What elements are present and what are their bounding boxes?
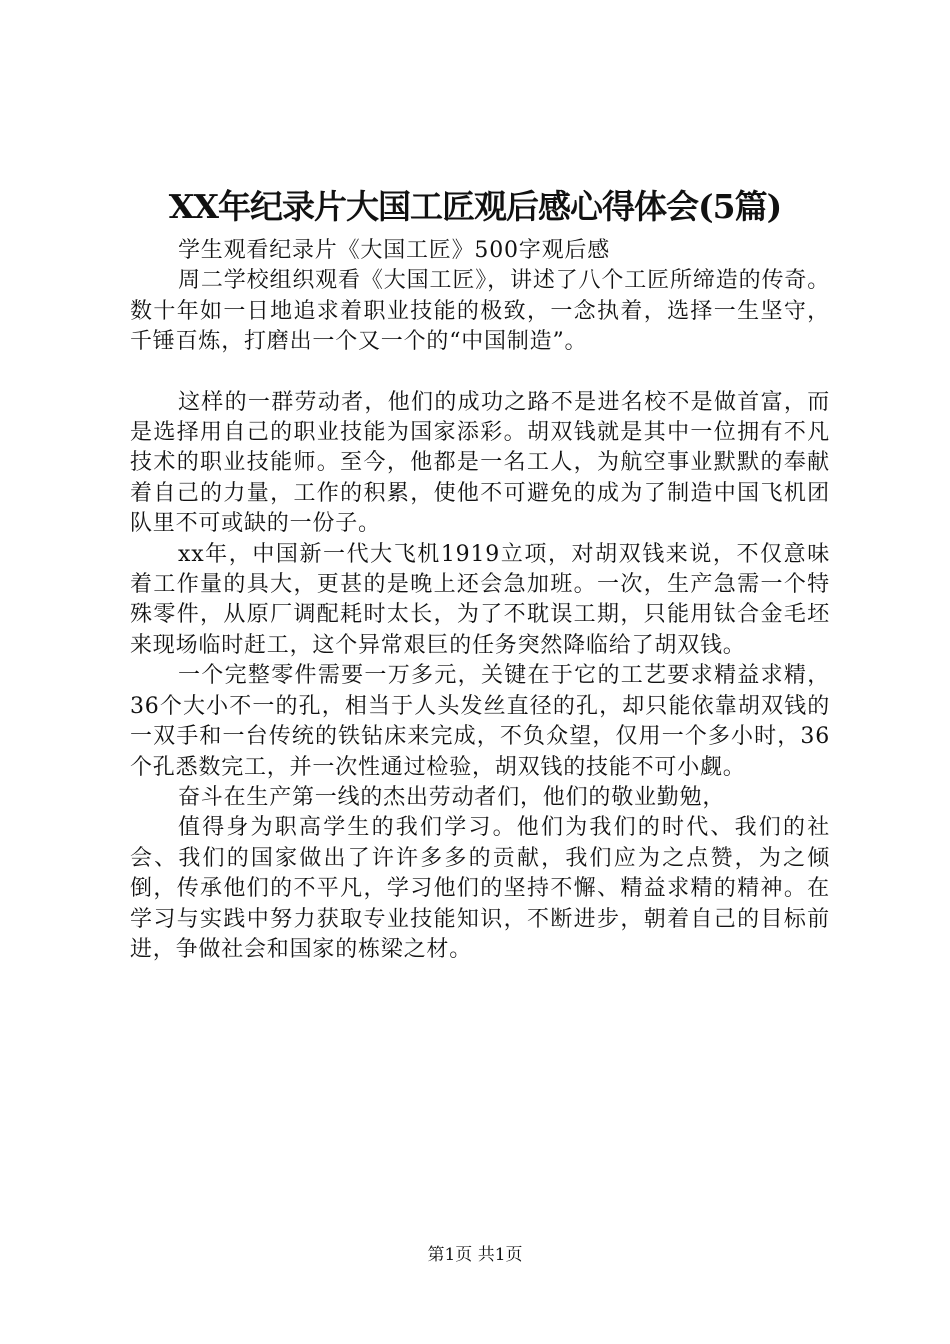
paragraph: 一个完整零件需要一万多元，关键在于它的工艺要求精益求精，36个大小不一的孔，相当于人头发丝直径的孔，却只能依靠胡双钱的一双手和一台传统的铁钻床来完成，不负众望，仅用一个多小时，36个孔悉数完工，并一次性通过检验，胡双钱的技能不可小觑。 — [130, 663, 830, 780]
document-body — [130, 236, 830, 965]
paragraph: 周二学校组织观看《大国工匠》，讲述了八个工匠所缔造的传奇。数十年如一日地追求着职业技能的极致，一念执着，选择一生坚守，千锤百炼，打磨出一个又一个的“中国制造”。 — [130, 268, 830, 355]
paragraph: 奋斗在生产第一线的杰出劳动者们，他们的敬业勤勉， — [178, 784, 726, 810]
page-number-footer: 第1页 共1页 — [427, 1245, 523, 1265]
paragraph: 这样的一群劳动者，他们的成功之路不是进名校不是做首富，而是选择用自己的职业技能为国家添彩。胡双钱就是其中一位拥有不凡技术的职业技能师。至今，他都是一名工人，为航空事业默默的奉献着自己的力量，工作的积累，使他不可避免的成为了制造中国飞机团队里不可或缺的一份子。 — [130, 389, 830, 537]
paragraph: 值得身为职高学生的我们学习。他们为我们的时代、我们的社会、我们的国家做出了许许多多的贡献，我们应为之点赞，为之倾倒，传承他们的不平凡，学习他们的坚持不懈、精益求精的精神。在学习与实践中努力获取专业技能知识，不断进步，朝着自己的目标前进，争做社会和国家的栋梁之材。 — [130, 815, 830, 962]
paragraph-subtitle: 学生观看纪录片《大国工匠》500字观后感 — [178, 238, 610, 263]
paragraph: xx年，中国新一代大飞机1919立项，对胡双钱来说，不仅意味着工作量的具大，更甚的是晚上还会急加班。一次，生产急需一个特殊零件，从原厂调配耗时太长，为了不耽误工期，只能用钛合金毛坯来现场临时赶工，这个异常艰巨的任务突然降临给了胡双钱。 — [130, 541, 830, 658]
document-title: XX年纪录片大国工匠观后感心得体会(5篇) — [168, 187, 782, 226]
